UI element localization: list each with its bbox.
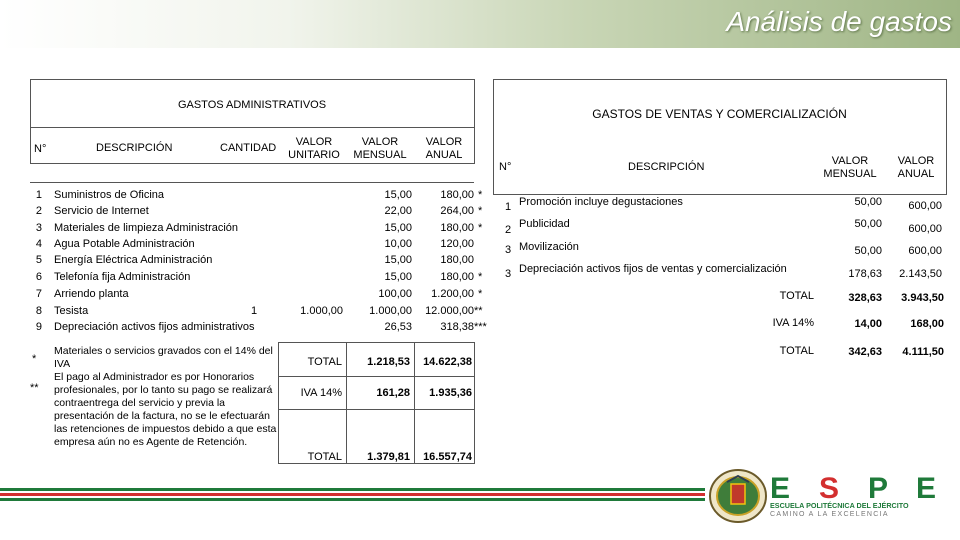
row-number: 6 bbox=[35, 271, 42, 283]
row-mark: ** bbox=[474, 305, 483, 317]
total-annual: 16.557,74 bbox=[423, 451, 472, 463]
admin-col-desc: DESCRIPCIÓN bbox=[96, 142, 173, 154]
row-number: 1 bbox=[505, 201, 512, 213]
header-banner bbox=[0, 0, 960, 48]
row-monthly: 15,00 bbox=[384, 222, 412, 234]
row-mark: * bbox=[478, 288, 483, 300]
row-annual: 2.143,50 bbox=[899, 268, 942, 280]
total-label: TOTAL bbox=[307, 451, 342, 463]
row-mark: * bbox=[478, 271, 483, 283]
row-monthly: 15,00 bbox=[384, 189, 412, 201]
totals-col-divider bbox=[346, 342, 347, 463]
row-annual: 600,00 bbox=[908, 223, 942, 235]
total-monthly: 342,63 bbox=[848, 346, 882, 358]
row-monthly: 26,53 bbox=[384, 321, 412, 333]
row-number: 3 bbox=[505, 244, 512, 256]
row-annual: 180,00 bbox=[440, 271, 474, 283]
note-text: Materiales o servicios gravados con el 14% del IVA bbox=[54, 345, 273, 370]
row-number: 2 bbox=[505, 224, 512, 236]
row-description: Movilización bbox=[519, 241, 579, 253]
total-monthly: 1.218,53 bbox=[367, 356, 410, 368]
row-monthly: 178,63 bbox=[848, 268, 882, 280]
admin-header-divider bbox=[30, 127, 474, 128]
total-label: IVA 14% bbox=[772, 317, 814, 329]
row-description: Arriendo planta bbox=[54, 288, 129, 300]
totals-divider bbox=[278, 409, 474, 410]
total-label: IVA 14% bbox=[300, 387, 342, 399]
footer-stripes bbox=[0, 488, 705, 501]
row-monthly: 15,00 bbox=[384, 271, 412, 283]
row-mark: * bbox=[478, 222, 483, 234]
row-description: Depreciación activos fijos administrativos bbox=[54, 321, 255, 333]
sales-col-desc: DESCRIPCIÓN bbox=[628, 161, 705, 173]
crest-emblem-icon bbox=[708, 468, 768, 524]
row-annual: 318,38 bbox=[440, 321, 474, 333]
logo-motto: CAMINO A LA EXCELENCIA bbox=[770, 511, 889, 518]
row-description: Tesista bbox=[54, 305, 89, 317]
total-annual: 1.935,36 bbox=[429, 387, 472, 399]
row-annual: 600,00 bbox=[908, 245, 942, 257]
row-monthly: 50,00 bbox=[854, 196, 882, 208]
admin-col-qty: CANTIDAD bbox=[220, 142, 277, 154]
logo-subtitle: ESCUELA POLITÉCNICA DEL EJÉRCITO bbox=[770, 501, 909, 510]
row-description: Telefonía fija Administración bbox=[54, 271, 191, 283]
row-description: Energía Eléctrica Administración bbox=[54, 254, 213, 266]
total-annual: 4.111,50 bbox=[902, 346, 944, 358]
total-monthly: 328,63 bbox=[848, 292, 882, 304]
row-number: 9 bbox=[35, 321, 42, 333]
espe-logo bbox=[770, 472, 945, 518]
row-monthly: 50,00 bbox=[854, 245, 882, 257]
row-description: Depreciación activos fijos de ventas y comercialización bbox=[519, 263, 787, 275]
total-monthly: 1.379,81 bbox=[367, 451, 410, 463]
row-annual: 264,00 bbox=[440, 205, 474, 217]
row-mark: * bbox=[478, 189, 483, 201]
row-number: 3 bbox=[505, 268, 512, 280]
row-unit-value: 1.000,00 bbox=[300, 305, 343, 317]
admin-col-unit: VALOR UNITARIO bbox=[288, 136, 340, 161]
row-description: Promoción incluye degustaciones bbox=[519, 196, 683, 208]
row-number: 5 bbox=[35, 254, 42, 266]
note-text: El pago al Administrador es por Honorarios profesionales, por lo tanto su pago se realizará contraentrega del servicio y previa la presentación de la factura, no se le efectuarán las retenciones de impuestos debido a que esta empresa aún no es Agente de Retención. bbox=[54, 371, 277, 448]
row-number: 7 bbox=[35, 288, 42, 300]
total-annual: 168,00 bbox=[910, 318, 944, 330]
row-annual: 180,00 bbox=[440, 189, 474, 201]
sales-title: GASTOS DE VENTAS Y COMERCIALIZACIÓN bbox=[592, 107, 847, 121]
admin-title: GASTOS ADMINISTRATIVOS bbox=[177, 99, 327, 111]
total-label: TOTAL bbox=[779, 345, 814, 357]
total-monthly: 14,00 bbox=[854, 318, 882, 330]
row-annual: 1.200,00 bbox=[431, 288, 474, 300]
row-number: 3 bbox=[35, 222, 42, 234]
total-annual: 3.943,50 bbox=[901, 292, 944, 304]
page-title: Análisis de gastos bbox=[726, 6, 952, 37]
total-monthly: 161,28 bbox=[376, 387, 410, 399]
stripe-green bbox=[0, 498, 705, 501]
row-monthly: 1.000,00 bbox=[369, 305, 412, 317]
row-quantity: 1 bbox=[251, 305, 258, 317]
row-annual: 120,00 bbox=[440, 238, 474, 250]
row-description: Agua Potable Administración bbox=[54, 238, 195, 250]
total-label: TOTAL bbox=[307, 356, 342, 368]
row-mark: *** bbox=[474, 321, 487, 333]
total-label: TOTAL bbox=[779, 290, 814, 302]
sales-col-monthly: VALOR MENSUAL bbox=[823, 155, 877, 180]
row-monthly: 22,00 bbox=[384, 205, 412, 217]
row-number: 2 bbox=[35, 205, 42, 217]
logo-letter: P bbox=[868, 472, 889, 505]
total-annual: 14.622,38 bbox=[423, 356, 472, 368]
logo-letter: S bbox=[819, 472, 840, 505]
row-description: Publicidad bbox=[519, 218, 570, 230]
row-annual: 180,00 bbox=[440, 222, 474, 234]
logo-letter: E bbox=[770, 472, 791, 505]
admin-col-monthly: VALOR MENSUAL bbox=[353, 136, 407, 161]
note-mark: ** bbox=[30, 382, 39, 394]
note-mark: * bbox=[32, 353, 37, 365]
row-description: Servicio de Internet bbox=[54, 205, 149, 217]
sales-col-num: N° bbox=[499, 161, 512, 173]
row-monthly: 15,00 bbox=[384, 254, 412, 266]
totals-col-divider bbox=[414, 342, 415, 463]
row-monthly: 50,00 bbox=[854, 218, 882, 230]
row-monthly: 10,00 bbox=[384, 238, 412, 250]
row-mark: * bbox=[478, 205, 483, 217]
row-monthly: 100,00 bbox=[378, 288, 412, 300]
logo-letter: E bbox=[916, 472, 937, 505]
row-number: 4 bbox=[35, 238, 42, 250]
row-number: 8 bbox=[35, 305, 42, 317]
row-number: 1 bbox=[35, 189, 42, 201]
row-description: Materiales de limpieza Administración bbox=[54, 222, 239, 234]
row-annual: 12.000,00 bbox=[425, 305, 474, 317]
row-annual: 180,00 bbox=[440, 254, 474, 266]
row-description: Suministros de Oficina bbox=[54, 189, 165, 201]
admin-col-annual: VALOR ANUAL bbox=[425, 136, 463, 161]
row-annual: 600,00 bbox=[908, 200, 942, 212]
admin-col-num: N° bbox=[34, 143, 47, 155]
admin-body-divider bbox=[30, 182, 474, 183]
totals-divider bbox=[278, 376, 474, 377]
sales-col-annual: VALOR ANUAL bbox=[897, 155, 935, 180]
